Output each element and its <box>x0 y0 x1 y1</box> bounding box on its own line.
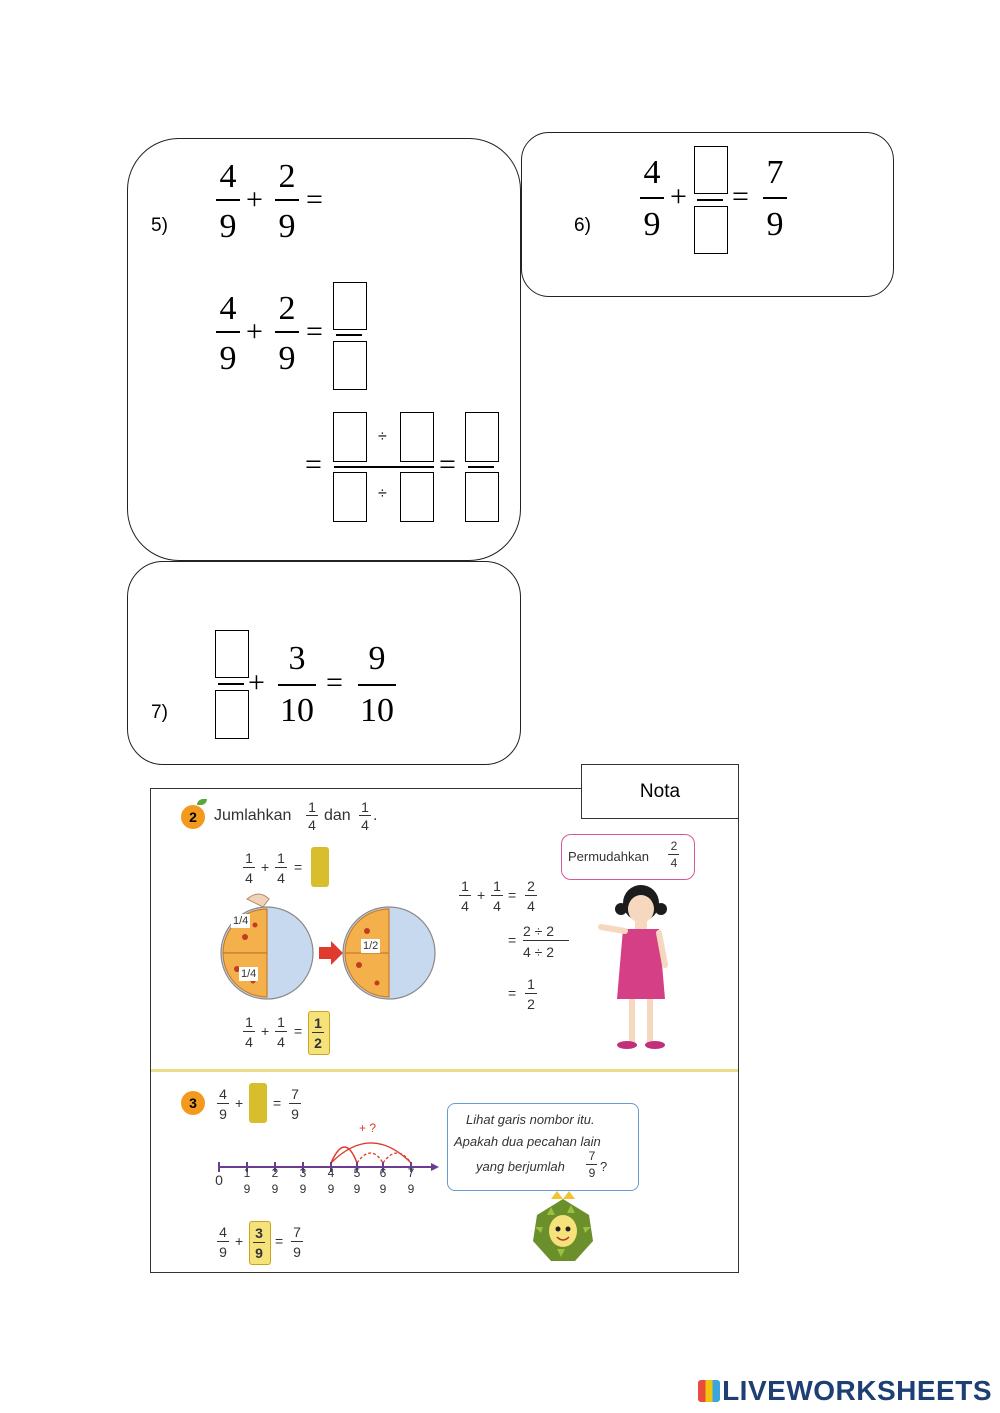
ex3-bottom-r-num: 7 <box>293 1224 301 1240</box>
work-div-num: 2 ÷ 2 <box>523 923 555 939</box>
ex2-bottom-f2-den: 4 <box>277 1034 285 1050</box>
work-f2-bar <box>491 895 503 896</box>
question-7-label: 7) <box>151 702 168 723</box>
ex3-top-answer-box <box>249 1083 267 1123</box>
orange-leaf-icon <box>197 799 207 805</box>
ex2-top-f2-bar <box>275 867 287 868</box>
ex2-bottom-f2-bar <box>275 1031 287 1032</box>
q5-divide-sign-top: ÷ <box>378 428 387 445</box>
work-equals-2: = <box>508 932 517 948</box>
tick-label-3-den: 9 <box>299 1182 307 1196</box>
q5-denominator-divisor-input[interactable] <box>400 472 434 522</box>
ex2-top-answer-box <box>311 847 329 887</box>
question-6-label: 6) <box>574 215 591 236</box>
title-frac-2-num: 1 <box>361 799 369 815</box>
liveworksheets-logo <box>698 1375 992 1407</box>
q5-b2-bar <box>275 331 299 333</box>
tick-label-7-den: 9 <box>407 1182 415 1196</box>
durian-bubble-line-1: Lihat garis nombor itu. <box>466 1112 595 1127</box>
brand-icon <box>698 1380 720 1402</box>
ex2-answer-num: 1 <box>314 1015 322 1031</box>
title-frac-1-den: 4 <box>308 817 316 833</box>
q5-equals-3: = <box>305 448 322 481</box>
ex3-answer-den: 9 <box>255 1245 263 1261</box>
q7-result-bar <box>358 684 396 686</box>
q5-plus: + <box>246 183 263 216</box>
work-plus: + <box>477 887 486 903</box>
durian-bubble-frac-den: 9 <box>588 1166 596 1180</box>
title-frac-1-bar <box>306 815 318 816</box>
q5-simplify-numerator-input[interactable] <box>333 412 367 462</box>
q5-b-numerator: 2 <box>278 158 296 195</box>
q5-equals-2: = <box>306 315 323 348</box>
pizza-diagram <box>207 885 447 1015</box>
tick-label-7: 7 <box>407 1166 415 1180</box>
ex3-a-num: 4 <box>219 1086 227 1102</box>
durian-bubble-line-2: Apakah dua pecahan lain <box>454 1134 601 1149</box>
ex3-bottom-r-den: 9 <box>293 1244 301 1260</box>
q5-sum-bar <box>336 334 362 336</box>
q5-a2-denominator: 9 <box>219 340 237 377</box>
work-res-den: 2 <box>527 996 535 1012</box>
ex3-bottom-a-num: 4 <box>219 1224 227 1240</box>
q6-result-numerator: 7 <box>766 154 784 191</box>
q5-b-denominator: 9 <box>278 208 296 245</box>
q5-a-bar <box>216 199 240 201</box>
ex3-r-bar <box>289 1103 301 1104</box>
simplify-frac-bar <box>668 854 679 855</box>
q6-result-denominator: 9 <box>766 206 784 243</box>
tick-label-2-den: 9 <box>271 1182 279 1196</box>
tick-label-5-den: 9 <box>353 1182 361 1196</box>
ex2-top-f1-num: 1 <box>245 850 253 866</box>
tick-label-1: 1 <box>243 1166 251 1180</box>
example-2-title-dan: dan <box>324 807 351 824</box>
q7-b-denominator: 10 <box>280 692 314 729</box>
nota-textbook-panel <box>150 788 739 1273</box>
title-frac-1-num: 1 <box>308 799 316 815</box>
nota-label-box <box>581 764 739 819</box>
q7-numerator-input[interactable] <box>215 630 249 678</box>
pizza-right-plate <box>343 907 435 999</box>
work-f2-num: 1 <box>493 878 501 894</box>
pizza-right-label: 1/2 <box>363 940 379 952</box>
ex2-bottom-f1-den: 4 <box>245 1034 253 1050</box>
ex3-r-den: 9 <box>291 1106 299 1122</box>
durian-bubble-line-3: yang berjumlah <box>476 1159 565 1174</box>
ex3-answer-num: 3 <box>255 1225 263 1241</box>
q5-final-bar <box>468 466 494 468</box>
q7-equals: = <box>326 666 343 699</box>
durian-bubble-frac-bar <box>586 1164 597 1165</box>
q6-plus: + <box>670 180 687 213</box>
simplify-frac-den: 4 <box>670 856 678 870</box>
q5-a-numerator: 4 <box>219 158 237 195</box>
ex3-a-bar <box>217 1103 229 1104</box>
ex3-a-den: 9 <box>219 1106 227 1122</box>
example-2-title-prefix: Jumlahkan <box>214 807 292 824</box>
tick-label-2: 2 <box>271 1166 279 1180</box>
work-f2-den: 4 <box>493 898 501 914</box>
simplify-speech-bubble <box>561 834 695 880</box>
tick-label-6-den: 9 <box>379 1182 387 1196</box>
q5-final-denominator-input[interactable] <box>465 472 499 522</box>
simplify-frac-num: 2 <box>670 839 678 853</box>
ex2-answer-bar <box>312 1032 324 1033</box>
pizza-left-bottom-label: 1/4 <box>241 968 257 980</box>
ex3-equals: = <box>273 1095 282 1111</box>
pizza-left-plate <box>221 894 313 999</box>
title-frac-2-den: 4 <box>361 817 369 833</box>
example-2-badge-number: 2 <box>189 809 197 825</box>
ex2-bottom-equals: = <box>294 1023 303 1039</box>
title-frac-2-bar <box>359 815 371 816</box>
q7-result-denominator: 10 <box>360 692 394 729</box>
ex2-top-f1-bar <box>243 867 255 868</box>
tick-label-4: 4 <box>327 1166 335 1180</box>
tick-label-4-den: 9 <box>327 1182 335 1196</box>
tick-label-5: 5 <box>353 1166 361 1180</box>
ex2-top-equals: = <box>294 859 303 875</box>
example-3-badge <box>181 1091 205 1115</box>
brand-text: LIVEWORKSHEETS <box>722 1375 992 1406</box>
q5-sum-numerator-input[interactable] <box>333 282 367 330</box>
q7-b-numerator: 3 <box>288 640 306 677</box>
q5-simplify-bar <box>334 466 434 468</box>
question-7-panel <box>127 561 521 765</box>
work-res-bar <box>525 993 537 994</box>
simplify-text: Permudahkan <box>568 849 649 864</box>
q5-plus-2: + <box>246 315 263 348</box>
durian-speech-bubble <box>447 1103 639 1191</box>
q5-a2-numerator: 4 <box>219 290 237 327</box>
ex3-plus: + <box>235 1095 244 1111</box>
ex3-r-num: 7 <box>291 1086 299 1102</box>
work-step-bar <box>525 895 537 896</box>
q7-b-bar <box>278 684 316 686</box>
question-5-label: 5) <box>151 215 168 236</box>
title-period: . <box>373 807 378 824</box>
q5-b2-denominator: 9 <box>278 340 296 377</box>
ex2-top-plus: + <box>261 859 270 875</box>
work-div-den: 4 ÷ 2 <box>523 944 555 960</box>
q5-b2-numerator: 2 <box>278 290 296 327</box>
tick-label-1-den: 9 <box>243 1182 251 1196</box>
work-f1-bar <box>459 895 471 896</box>
number-line-plus-question: + ? <box>359 1121 377 1135</box>
work-f1-num: 1 <box>461 878 469 894</box>
q7-result-numerator: 9 <box>368 640 386 677</box>
ex3-answer-bar <box>253 1242 265 1243</box>
q6-denominator-input[interactable] <box>694 206 728 254</box>
ex2-bottom-f1-num: 1 <box>245 1014 253 1030</box>
q5-final-numerator-input[interactable] <box>465 412 499 462</box>
work-equals-1: = <box>508 887 517 903</box>
q6-numerator-input[interactable] <box>694 146 728 194</box>
q7-missing-bar <box>218 683 244 685</box>
ex3-bottom-a-den: 9 <box>219 1244 227 1260</box>
question-5-panel <box>127 138 521 561</box>
durian-bubble-question: ? <box>600 1159 608 1174</box>
work-div-bar <box>523 940 569 941</box>
ex2-top-f2-num: 1 <box>277 850 285 866</box>
ex2-bottom-f1-bar <box>243 1031 255 1032</box>
example-2-badge <box>181 805 205 829</box>
work-step-den: 4 <box>527 898 535 914</box>
q5-numerator-divisor-input[interactable] <box>400 412 434 462</box>
q5-a-denominator: 9 <box>219 208 237 245</box>
ex2-bottom-f2-num: 1 <box>277 1014 285 1030</box>
example-3-badge-number: 3 <box>189 1095 197 1111</box>
durian-character-illustration <box>527 1189 599 1269</box>
work-f1-den: 4 <box>461 898 469 914</box>
q5-sum-denominator-input[interactable] <box>333 341 367 390</box>
q6-equals: = <box>732 180 749 213</box>
ex2-bottom-plus: + <box>261 1023 270 1039</box>
work-step-num: 2 <box>527 878 535 894</box>
ex3-bottom-plus: + <box>235 1233 244 1249</box>
q5-equals: = <box>306 183 323 216</box>
red-arrow-icon <box>319 941 343 965</box>
nota-label-text: Nota <box>639 780 681 802</box>
q5-simplify-denominator-input[interactable] <box>333 472 367 522</box>
section-divider <box>151 1069 739 1072</box>
q6-missing-bar <box>697 199 723 201</box>
ex2-answer-den: 2 <box>314 1035 322 1051</box>
q5-a2-bar <box>216 331 240 333</box>
girl-character-illustration <box>581 879 691 1064</box>
q6-result-bar <box>763 197 787 199</box>
ex2-top-f1-den: 4 <box>245 870 253 886</box>
ex3-bottom-r-bar <box>291 1241 303 1242</box>
q7-plus: + <box>248 666 265 699</box>
q5-equals-4: = <box>439 448 456 481</box>
work-res-num: 1 <box>527 976 535 992</box>
q6-a-bar <box>640 197 664 199</box>
q5-b-bar <box>275 199 299 201</box>
work-equals-3: = <box>508 985 517 1001</box>
q6-a-numerator: 4 <box>643 154 661 191</box>
tick-label-0: 0 <box>215 1172 223 1188</box>
q7-denominator-input[interactable] <box>215 690 249 739</box>
ex2-top-f2-den: 4 <box>277 870 285 886</box>
durian-bubble-frac-num: 7 <box>588 1149 596 1163</box>
tick-label-3: 3 <box>299 1166 307 1180</box>
q5-divide-sign-bottom: ÷ <box>378 485 387 502</box>
tick-label-6: 6 <box>379 1166 387 1180</box>
pizza-left-top-label: 1/4 <box>233 915 249 927</box>
q6-a-denominator: 9 <box>643 206 661 243</box>
ex3-bottom-equals: = <box>275 1233 284 1249</box>
ex3-bottom-a-bar <box>217 1241 229 1242</box>
